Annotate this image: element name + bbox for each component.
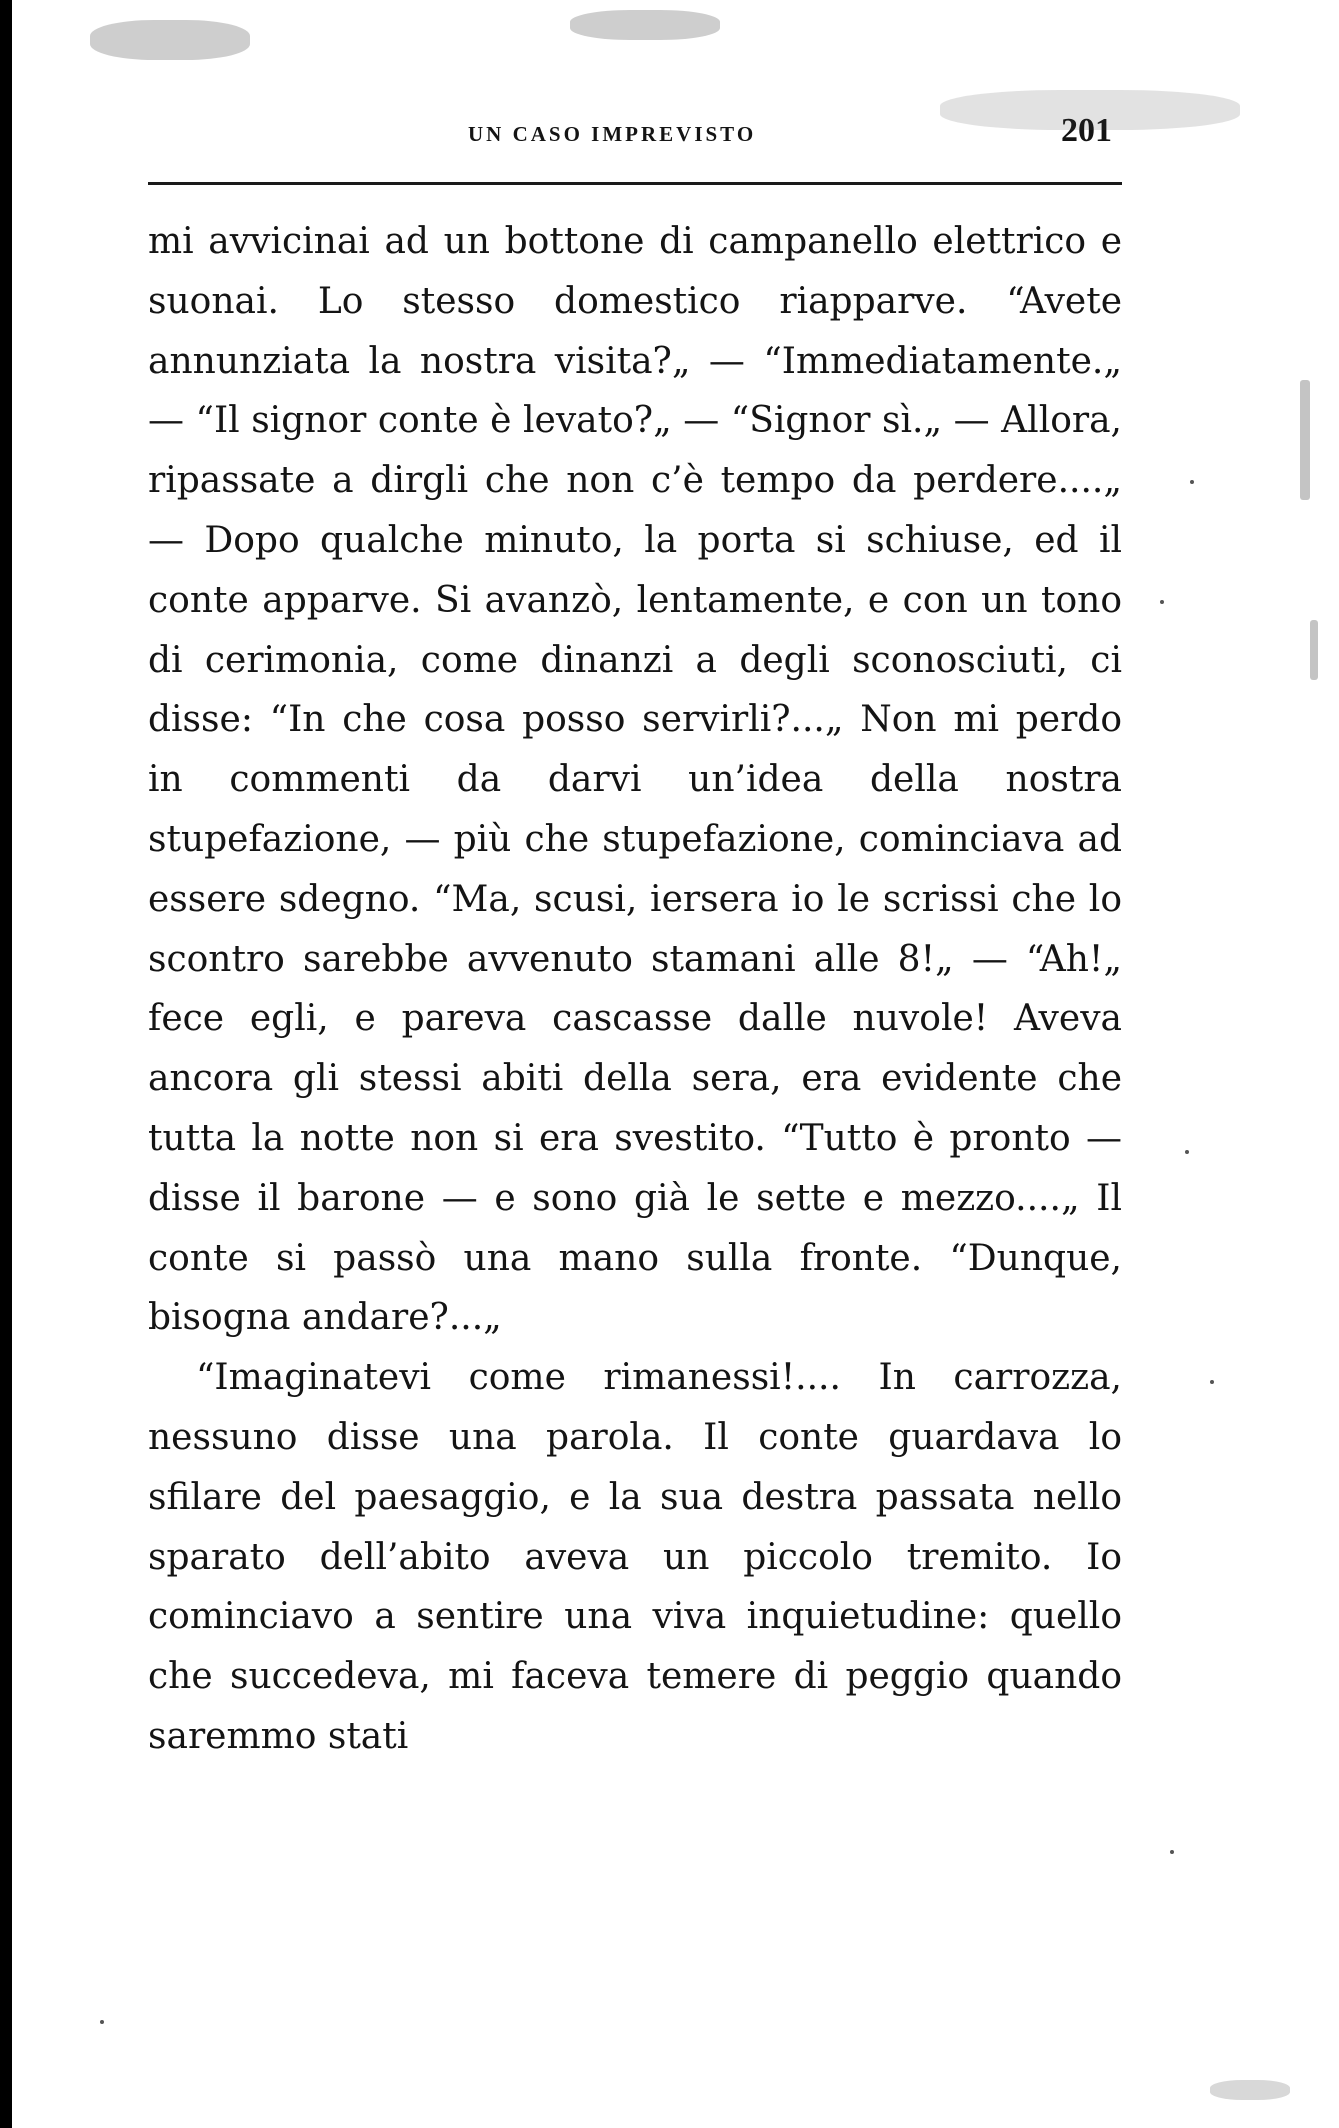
paragraph: “Imaginatevi come rimanessi!.... In carrozza, nessuno disse una parola. Il conte guardava lo sfilare del paesaggio, e la sua destra passata nello sparato dell’abito aveva un piccolo tremito. Io cominciavo a sentire una viva inquietudine: quello che succedeva, mi faceva temere di peggio quando saremmo stati <box>148 1357 1122 1757</box>
scan-speck <box>1310 620 1318 680</box>
scan-edge <box>0 0 12 2128</box>
scan-speck <box>940 90 1240 130</box>
scan-speck <box>1170 1850 1174 1854</box>
page-number: 201 <box>1061 112 1112 149</box>
body-text <box>148 212 1122 1767</box>
running-title: UN CASO IMPREVISTO <box>468 122 757 146</box>
scan-speck <box>1190 480 1194 484</box>
scan-speck <box>1185 1150 1189 1154</box>
scan-speck <box>1210 1380 1214 1384</box>
scan-speck <box>1300 380 1310 500</box>
scan-speck <box>100 2020 104 2024</box>
scan-speck <box>1210 2080 1290 2100</box>
header-rule <box>148 182 1122 185</box>
scan-speck <box>1160 600 1164 604</box>
scan-speck <box>570 10 720 40</box>
scan-speck <box>90 20 250 60</box>
paragraph: mi avvicinai ad un bottone di campanello elettrico e suonai. Lo stesso domestico riapparve. “Avete annunziata la nostra visita?„ — “Immediatamente.„ — “Il signor conte è levato?„ — “Signor sì.„ — Allora, ripassate a dirgli che non c’è tempo da perdere....„ — Dopo qualche minuto, la porta si schiuse, ed il conte apparve. Si avanzò, lentamente, e con un tono di cerimonia, come dinanzi a degli sconosciuti, ci disse: “In che cosa posso servirli?...„ Non mi perdo in commenti da darvi un’idea della nostra stupefazione, — più che stupefazione, cominciava ad essere sdegno. “Ma, scusi, iersera io le scrissi che lo scontro sarebbe avvenuto stamani alle 8!„ — “Ah!„ fece egli, e pareva cascasse dalle nuvole! Aveva ancora gli stessi abiti della sera, era evidente che tutta la notte non si era svestito. “Tutto è pronto — disse il barone — e sono già le sette e mezzo....„ Il conte si passò una mano sulla fronte. “Dunque, bisogna andare?...„ <box>148 221 1122 1339</box>
